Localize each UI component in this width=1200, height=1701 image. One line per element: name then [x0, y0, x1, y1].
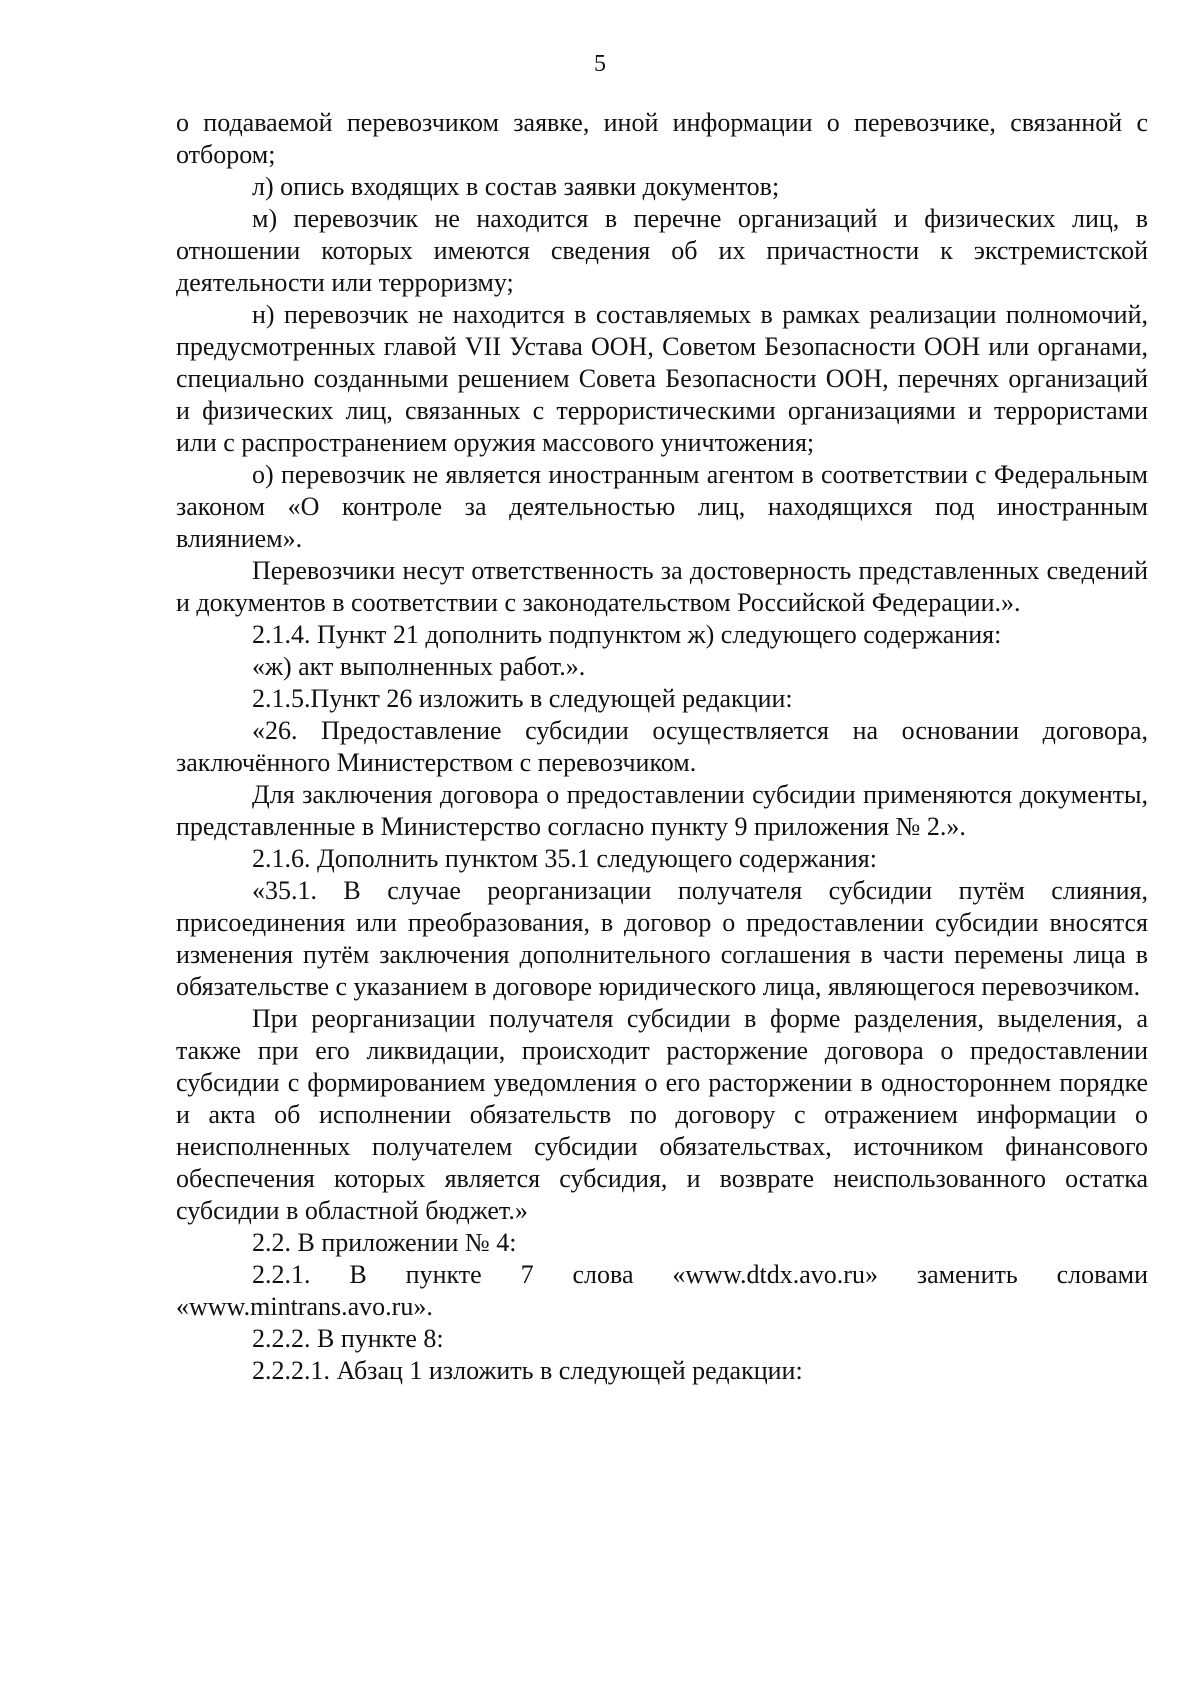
- paragraph-intro-continuation: о подаваемой перевозчиком заявке, иной информации о перевозчике, связанной с отбором;: [176, 108, 1148, 169]
- paragraph-item-o: о) перевозчик не является иностранным агентом в соответствии с Федеральным законом «О контроле за деятельностью лиц, находящихся под иностранным влиянием».: [176, 460, 1148, 553]
- paragraph-contract-documents: Для заключения договора о предоставлении субсидии применяются документы, представленные в Министерство согласно пункту 9 приложения № 2.».: [176, 780, 1148, 841]
- paragraph-item-zh: «ж) акт выполненных работ.».: [252, 652, 586, 681]
- paragraph-2-2-2-1: 2.2.2.1. Абзац 1 изложить в следующей редакции:: [252, 1356, 803, 1385]
- paragraph-2-2-2: 2.2.2. В пункте 8:: [252, 1324, 444, 1353]
- paragraph-item-35-1: «35.1. В случае реорганизации получателя субсидии путём слияния, присоединения или преобразования, в договор о предоставлении субсидии вносятся изменения путём заключения дополнительного соглашения в части перемены лица в обязательстве с указанием в договоре юридического лица, являющегося перевозчиком.: [176, 876, 1148, 1001]
- paragraph-responsibility: Перевозчики несут ответственность за достоверность представленных сведений и документов в соответствии с законодательством Российской Федерации.».: [176, 556, 1148, 617]
- paragraph-item-26: «26. Предоставление субсидии осуществляется на основании договора, заключённого Министерством с перевозчиком.: [176, 716, 1148, 777]
- paragraph-item-m: м) перевозчик не находится в перечне организаций и физических лиц, в отношении которых имеются сведения об их причастности к экстремистской деятельности или терроризму;: [176, 204, 1148, 297]
- paragraph-2-2-1: 2.2.1. В пункте 7 слова «www.dtdx.avo.ru» заменить словами «www.mintrans.avo.ru».: [176, 1260, 1148, 1321]
- paragraph-reorganization: При реорганизации получателя субсидии в форме разделения, выделения, а также при его ликвидации, происходит расторжение договора о предоставлении субсидии с формированием уведомления о его расторжении в одностороннем порядке и акта об исполнении обязательств по договору с отражением информации о неисполненных получателем субсидии обязательствах, источником финансового обеспечения которых является субсидия, и возврате неиспользованного остатка субсидии в областной бюджет.»: [176, 1004, 1148, 1225]
- page-number: 5: [594, 51, 606, 77]
- paragraph-item-l: л) опись входящих в состав заявки документов;: [252, 172, 780, 201]
- paragraph-2-2: 2.2. В приложении № 4:: [252, 1228, 517, 1257]
- paragraph-2-1-6: 2.1.6. Дополнить пунктом 35.1 следующего содержания:: [252, 844, 877, 873]
- paragraph-item-n: н) перевозчик не находится в составляемых в рамках реализации полномочий, предусмотренных главой VII Устава ООН, Советом Безопасности ООН или органами, специально созданными решением Совета Безопасности ООН, перечнях организаций и физических лиц, связанных с террористическими организациями и террористами или с распространением оружия массового уничтожения;: [176, 300, 1148, 457]
- paragraph-2-1-5: 2.1.5.Пункт 26 изложить в следующей редакции:: [252, 684, 793, 713]
- paragraph-2-1-4: 2.1.4. Пункт 21 дополнить подпунктом ж) следующего содержания:: [252, 620, 1002, 649]
- document-body: [176, 107, 1148, 1387]
